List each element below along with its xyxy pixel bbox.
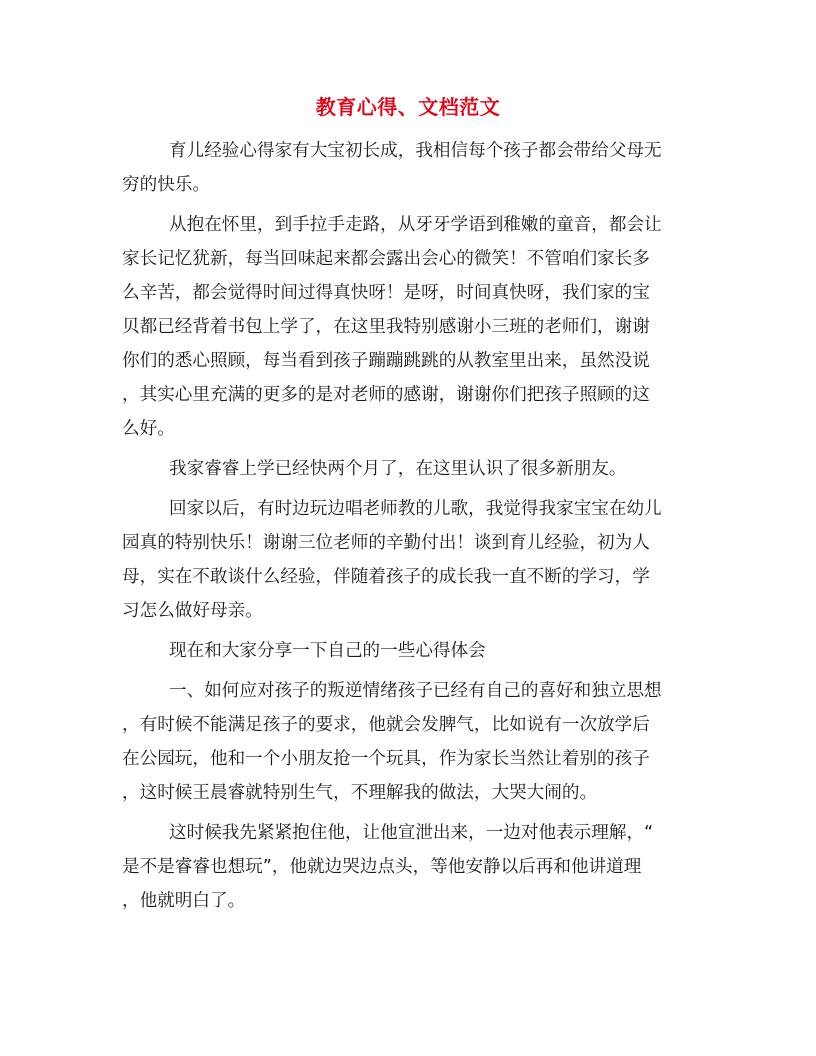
paragraph	[122, 134, 688, 202]
text-line: 回家以后，有时边玩边唱老师教的儿歌，我觉得我家宝宝在幼儿	[169, 499, 662, 519]
document-title: 教育心得、文档范文	[315, 95, 501, 119]
text-line: 在公园玩，他和一个小朋友抢一个玩具，作为家长当然让着别的孩子	[122, 749, 650, 769]
text-line: 我家睿睿上学已经快两个月了，在这里认识了很多新朋友。	[169, 459, 627, 479]
paragraph	[122, 208, 688, 446]
text-line: 习怎么做好母亲。	[122, 601, 263, 621]
paragraph	[122, 492, 688, 628]
text-line: 家长记忆犹新，每当回味起来都会露出会心的微笑！不管咱们家长多	[122, 249, 650, 269]
text-line: 这时候我先紧紧抱住他，让他宣泄出来，一边对他表示理解，“	[169, 823, 654, 843]
paragraph	[122, 816, 688, 918]
paragraph	[122, 674, 688, 810]
text-line: ，他就明白了。	[122, 891, 246, 911]
paragraph	[122, 452, 688, 486]
paragraph	[122, 634, 688, 668]
text-line: 从抱在怀里，到手拉手走路，从牙牙学语到稚嫩的童音，都会让	[169, 215, 662, 235]
document-body	[122, 134, 688, 924]
text-line: 一、如何应对孩子的叛逆情绪孩子已经有自己的喜好和独立思想	[169, 681, 662, 701]
text-line: ，有时候不能满足孩子的要求，他就会发脾气，比如说有一次放学后	[122, 715, 650, 735]
text-line: 你们的悉心照顾，每当看到孩子蹦蹦跳跳的从教室里出来，虽然没说	[122, 351, 650, 371]
text-line: 么好。	[122, 419, 175, 439]
text-line: 穷的快乐。	[122, 175, 210, 195]
text-line: 么辛苦，都会觉得时间过得真快呀！是呀，时间真快呀，我们家的宝	[122, 283, 650, 303]
text-line: 园真的特别快乐！谢谢三位老师的辛勤付出！谈到育儿经验，初为人	[122, 533, 650, 553]
text-line: 现在和大家分享一下自己的一些心得体会	[169, 641, 486, 661]
text-line: 母，实在不敢谈什么经验，伴随着孩子的成长我一直不断的学习，学	[122, 567, 650, 587]
text-line: ，这时候王晨睿就特别生气，不理解我的做法，大哭大闹的。	[122, 783, 598, 803]
text-line: 育儿经验心得家有大宝初长成，我相信每个孩子都会带给父母无	[169, 141, 662, 161]
text-line: ，其实心里充满的更多的是对老师的感谢，谢谢你们把孩子照顾的这	[122, 385, 650, 405]
text-line: 是不是睿睿也想玩”，他就边哭边点头，等他安静以后再和他讲道理	[122, 857, 642, 877]
text-line: 贝都已经背着书包上学了，在这里我特别感谢小三班的老师们，谢谢	[122, 317, 650, 337]
